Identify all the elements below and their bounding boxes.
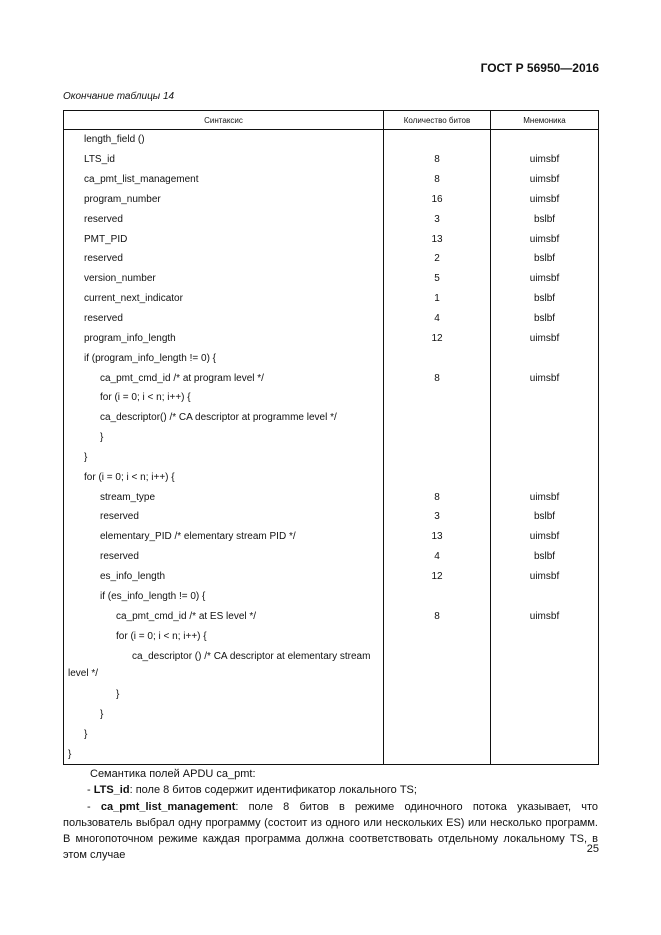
- mnemonic-cell: [491, 626, 599, 646]
- mnemonic-cell: bslbf: [491, 309, 599, 329]
- syntax-cell: es_info_length: [64, 567, 384, 587]
- table-row: [64, 130, 599, 150]
- syntax-cell: program_info_length: [64, 328, 384, 348]
- syntax-cell: reserved: [64, 547, 384, 567]
- mnemonic-cell: bslbf: [491, 547, 599, 567]
- mnemonic-cell: uimsbf: [491, 229, 599, 249]
- table-row: [64, 289, 599, 309]
- mnemonic-cell: [491, 408, 599, 428]
- bits-cell: [384, 467, 491, 487]
- bits-cell: 8: [384, 368, 491, 388]
- bits-column-header: Количество битов: [384, 111, 491, 130]
- mnemonic-cell: uimsbf: [491, 190, 599, 210]
- table-row: [64, 705, 599, 725]
- bits-cell: 8: [384, 170, 491, 190]
- bits-cell: [384, 744, 491, 764]
- mnemonic-cell: [491, 428, 599, 448]
- bits-cell: 3: [384, 209, 491, 229]
- syntax-cell: ca_descriptor() /* CA descriptor at programme level */: [64, 408, 384, 428]
- table-row: [64, 269, 599, 289]
- mnemonic-column-header: Мнемоника: [491, 111, 599, 130]
- mnemonic-cell: [491, 586, 599, 606]
- table-row: [64, 408, 599, 428]
- field-definition: : поле 8 битов в режиме одиночного потока указывает, что пользователь выбрал одну программу (состоит из одного или нескольких ES) или несколько программ. В многопоточном режиме каждая программа должна соответствовать отдельному локальному TS, в этом случае: [63, 800, 598, 862]
- bits-cell: [384, 626, 491, 646]
- page-number: 25: [586, 843, 599, 855]
- syntax-cell: ca_pmt_cmd_id /* at program level */: [64, 368, 384, 388]
- mnemonic-cell: uimsbf: [491, 527, 599, 547]
- table-row: [64, 249, 599, 269]
- syntax-cell: reserved: [64, 249, 384, 269]
- bits-cell: [384, 725, 491, 745]
- bits-cell: 4: [384, 309, 491, 329]
- syntax-cell: LTS_id: [64, 150, 384, 170]
- mnemonic-cell: [491, 685, 599, 705]
- syntax-cell: for (i = 0; i < n; i++) {: [64, 626, 384, 646]
- table-row: [64, 467, 599, 487]
- table-caption: Окончание таблицы 14: [63, 91, 175, 102]
- table-row: [64, 150, 599, 170]
- mnemonic-cell: [491, 705, 599, 725]
- bits-cell: 8: [384, 606, 491, 626]
- mnemonic-cell: [491, 725, 599, 745]
- table-row: [64, 507, 599, 527]
- bits-cell: [384, 348, 491, 368]
- syntax-cell: version_number: [64, 269, 384, 289]
- syntax-line: ca_descriptor () /* CA descriptor at elementary stream: [132, 651, 371, 663]
- bits-cell: 5: [384, 269, 491, 289]
- semantics-intro: Семантика полей APDU ca_pmt:: [90, 768, 256, 780]
- syntax-cell: }: [64, 725, 384, 745]
- mnemonic-cell: bslbf: [491, 209, 599, 229]
- syntax-cell: reserved: [64, 507, 384, 527]
- syntax-cell: ca_pmt_cmd_id /* at ES level */: [64, 606, 384, 626]
- bits-cell: [384, 388, 491, 408]
- syntax-cell: length_field (): [64, 130, 384, 150]
- table-row: [64, 626, 599, 646]
- bits-cell: 16: [384, 190, 491, 210]
- table-row: [64, 428, 599, 448]
- syntax-table: [63, 110, 599, 765]
- mnemonic-cell: bslbf: [491, 289, 599, 309]
- table-row: [64, 328, 599, 348]
- bits-cell: [384, 705, 491, 725]
- bits-cell: 13: [384, 229, 491, 249]
- table-row: [64, 309, 599, 329]
- bits-cell: [384, 130, 491, 150]
- field-term: LTS_id: [93, 784, 130, 797]
- mnemonic-cell: uimsbf: [491, 368, 599, 388]
- field-term: ca_pmt_list_management: [100, 800, 236, 813]
- bits-cell: [384, 408, 491, 428]
- table-row: [64, 685, 599, 705]
- mnemonic-cell: uimsbf: [491, 487, 599, 507]
- bits-cell: 8: [384, 487, 491, 507]
- syntax-cell: stream_type: [64, 487, 384, 507]
- syntax-cell: if (program_info_length != 0) {: [64, 348, 384, 368]
- definition-lts-id: [63, 782, 598, 798]
- bits-cell: 12: [384, 567, 491, 587]
- mnemonic-cell: bslbf: [491, 249, 599, 269]
- syntax-cell: }: [64, 448, 384, 468]
- syntax-cell: [64, 646, 384, 685]
- list-dash: -: [87, 784, 91, 797]
- bits-cell: 12: [384, 328, 491, 348]
- mnemonic-cell: [491, 448, 599, 468]
- table-row: [64, 209, 599, 229]
- mnemonic-cell: [491, 744, 599, 764]
- table-row: [64, 170, 599, 190]
- table-row: [64, 190, 599, 210]
- table-row: [64, 388, 599, 408]
- list-dash: -: [87, 800, 91, 813]
- syntax-cell: }: [64, 685, 384, 705]
- bits-cell: [384, 428, 491, 448]
- mnemonic-cell: uimsbf: [491, 328, 599, 348]
- bits-cell: 1: [384, 289, 491, 309]
- standard-number: ГОСТ Р 56950—2016: [480, 61, 599, 75]
- table-row: [64, 725, 599, 745]
- syntax-cell: for (i = 0; i < n; i++) {: [64, 467, 384, 487]
- bits-cell: 3: [384, 507, 491, 527]
- syntax-cell: program_number: [64, 190, 384, 210]
- mnemonic-cell: [491, 467, 599, 487]
- table-row: [64, 586, 599, 606]
- syntax-cell: PMT_PID: [64, 229, 384, 249]
- table-row: [64, 567, 599, 587]
- syntax-cell: }: [64, 428, 384, 448]
- syntax-line-continuation: level */: [68, 668, 99, 680]
- syntax-cell: current_next_indicator: [64, 289, 384, 309]
- bits-cell: 2: [384, 249, 491, 269]
- mnemonic-cell: uimsbf: [491, 170, 599, 190]
- syntax-cell: }: [64, 705, 384, 725]
- table-row: [64, 348, 599, 368]
- mnemonic-cell: bslbf: [491, 507, 599, 527]
- mnemonic-cell: uimsbf: [491, 150, 599, 170]
- definition-ca-pmt-list-management: [63, 799, 598, 864]
- bits-cell: [384, 685, 491, 705]
- mnemonic-cell: [491, 130, 599, 150]
- bits-cell: 13: [384, 527, 491, 547]
- bits-cell: 4: [384, 547, 491, 567]
- bits-cell: [384, 448, 491, 468]
- table-row: [64, 744, 599, 764]
- syntax-cell: elementary_PID /* elementary stream PID */: [64, 527, 384, 547]
- mnemonic-cell: [491, 388, 599, 408]
- table-header-row: [64, 111, 599, 130]
- semantics-text: [63, 766, 598, 864]
- syntax-cell: reserved: [64, 309, 384, 329]
- bits-cell: [384, 646, 491, 685]
- table-row: [64, 646, 599, 685]
- mnemonic-cell: uimsbf: [491, 567, 599, 587]
- syntax-cell: if (es_info_length != 0) {: [64, 586, 384, 606]
- table-row: [64, 547, 599, 567]
- table-row: [64, 448, 599, 468]
- syntax-cell: for (i = 0; i < n; i++) {: [64, 388, 384, 408]
- syntax-cell: }: [64, 744, 384, 764]
- table-row: [64, 229, 599, 249]
- table-row: [64, 487, 599, 507]
- mnemonic-cell: [491, 646, 599, 685]
- syntax-column-header: Синтаксис: [64, 111, 384, 130]
- syntax-cell: reserved: [64, 209, 384, 229]
- field-definition: : поле 8 битов содержит идентификатор локального TS;: [129, 784, 417, 797]
- mnemonic-cell: uimsbf: [491, 269, 599, 289]
- syntax-cell: ca_pmt_list_management: [64, 170, 384, 190]
- bits-cell: [384, 586, 491, 606]
- table-row: [64, 527, 599, 547]
- table-row: [64, 606, 599, 626]
- table-row: [64, 368, 599, 388]
- bits-cell: 8: [384, 150, 491, 170]
- mnemonic-cell: uimsbf: [491, 606, 599, 626]
- mnemonic-cell: [491, 348, 599, 368]
